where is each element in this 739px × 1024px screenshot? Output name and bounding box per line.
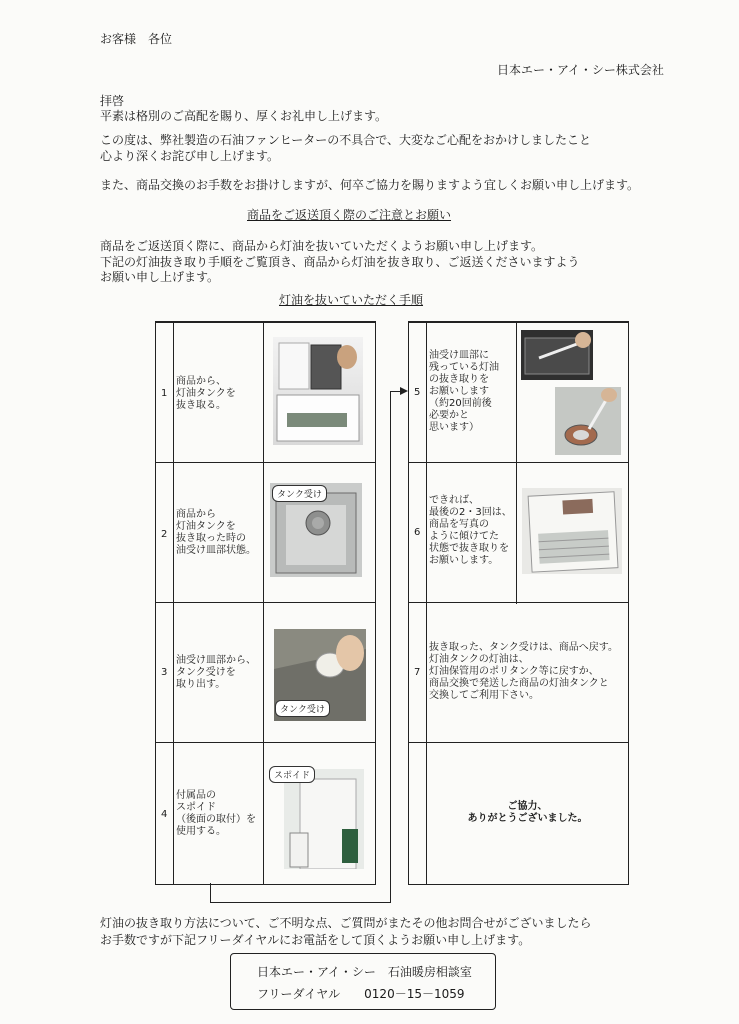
section-line-1: 商品をご返送頂く際に、商品から灯油を抜いていただくようお願い申し上げます。 [100, 239, 544, 253]
flow-connector [210, 902, 391, 903]
step-number: 7 [414, 667, 421, 678]
footer-line-1: 灯油の抜き取り方法について、ご不明な点、ご質問がまたその他お問合せがございましたら [100, 916, 592, 930]
thanks-row [409, 742, 628, 885]
section-line-2: 下記の灯油抜き取り手順をご覧頂き、商品から灯油を抜き取り、ご返送くださいますよう [100, 255, 580, 269]
step-row-1 [156, 322, 375, 463]
step-text: 商品から、 灯油タンクを 抜き取る。 [176, 376, 236, 411]
contact-phone: フリーダイヤル 0120－15－1059 [257, 987, 465, 1001]
dropper-in-tray-photo [521, 330, 593, 380]
sender-company: 日本エー・アイ・シー株式会社 [497, 63, 664, 77]
apology-line-1: この度は、弊社製造の石油ファンヒーターの不具合で、大変なご心配をおかけしましたこと [100, 133, 592, 147]
dropper-photo [284, 769, 364, 869]
step-text: 商品から 灯油タンクを 抜き取った時の 油受け皿部状態。 [176, 509, 256, 556]
step-number: 4 [161, 809, 168, 820]
flow-connector [210, 883, 211, 903]
greeting-line: 平素は格別のご高配を賜り、厚くお礼申し上げます。 [100, 109, 388, 123]
procedure-title: 灯油を抜いていただく手順 [279, 293, 424, 307]
footer-line-2: お手数ですが下記フリーダイヤルにお電話をして頂くようお願い申し上げます。 [100, 933, 531, 947]
step-row-3 [156, 602, 375, 743]
request-line: また、商品交換のお手数をお掛けしますが、何卒ご協力を賜りますよう宜しくお願い申し上げます。 [100, 178, 640, 192]
salutation: お客様 各位 [100, 32, 173, 46]
step-number: 3 [161, 667, 168, 678]
contact-box [230, 953, 496, 1010]
section-title: 商品をご返送頂く際のご注意とお願い [247, 208, 452, 222]
step-row-6 [409, 462, 628, 603]
section-line-3: お願い申し上げます。 [100, 270, 220, 284]
step-number: 2 [161, 529, 168, 540]
step-text: できれば、 最後の2・3回は、 商品を写真の ように傾けてた 状態で抜き取りを お願いします。 [429, 495, 512, 566]
steps-table-left [155, 321, 376, 885]
step-row-4 [156, 742, 375, 885]
tank-receiver-callout: タンク受け [272, 485, 327, 502]
dropper-callout: スポイド [269, 766, 315, 783]
tilted-heater-photo [522, 488, 622, 574]
step-row-2 [156, 462, 375, 603]
step-text: 付属品の スポイド （後面の取付）を 使用する。 [176, 790, 256, 837]
heater-tank-photo [273, 337, 363, 445]
flow-arrow-icon [400, 387, 409, 396]
contact-department: 日本エー・アイ・シー 石油暖房相談室 [257, 965, 472, 979]
thanks-message: ご協力、 ありがとうございました。 [467, 801, 588, 824]
step-row-5 [409, 322, 628, 463]
step-number: 1 [161, 388, 168, 399]
step-number: 6 [414, 527, 421, 538]
step-number: 5 [414, 387, 421, 398]
opening-word: 拝啓 [100, 94, 125, 108]
tank-receiver-callout: タンク受け [275, 700, 330, 717]
apology-line-2: 心より深くお詫び申し上げます。 [100, 149, 280, 163]
flow-connector [390, 391, 391, 903]
step-text: 抜き取った、タンク受けは、商品へ戻す。 灯油タンクの灯油は、 灯油保管用のポリタンク等に戻すか、 商品交換で発送した商品の灯油タンクと 交換してご利用下さい。 [429, 642, 618, 701]
oil-transfer-photo [555, 387, 621, 455]
steps-table-right [408, 321, 629, 885]
step-text: 油受け皿部から、 タンク受けを 取り出す。 [176, 655, 256, 690]
step-row-7 [409, 602, 628, 743]
step-text: 油受け皿部に 残っている灯油 の抜き取りを お願いします （約20回前後 必要かと 思います） [429, 350, 499, 433]
